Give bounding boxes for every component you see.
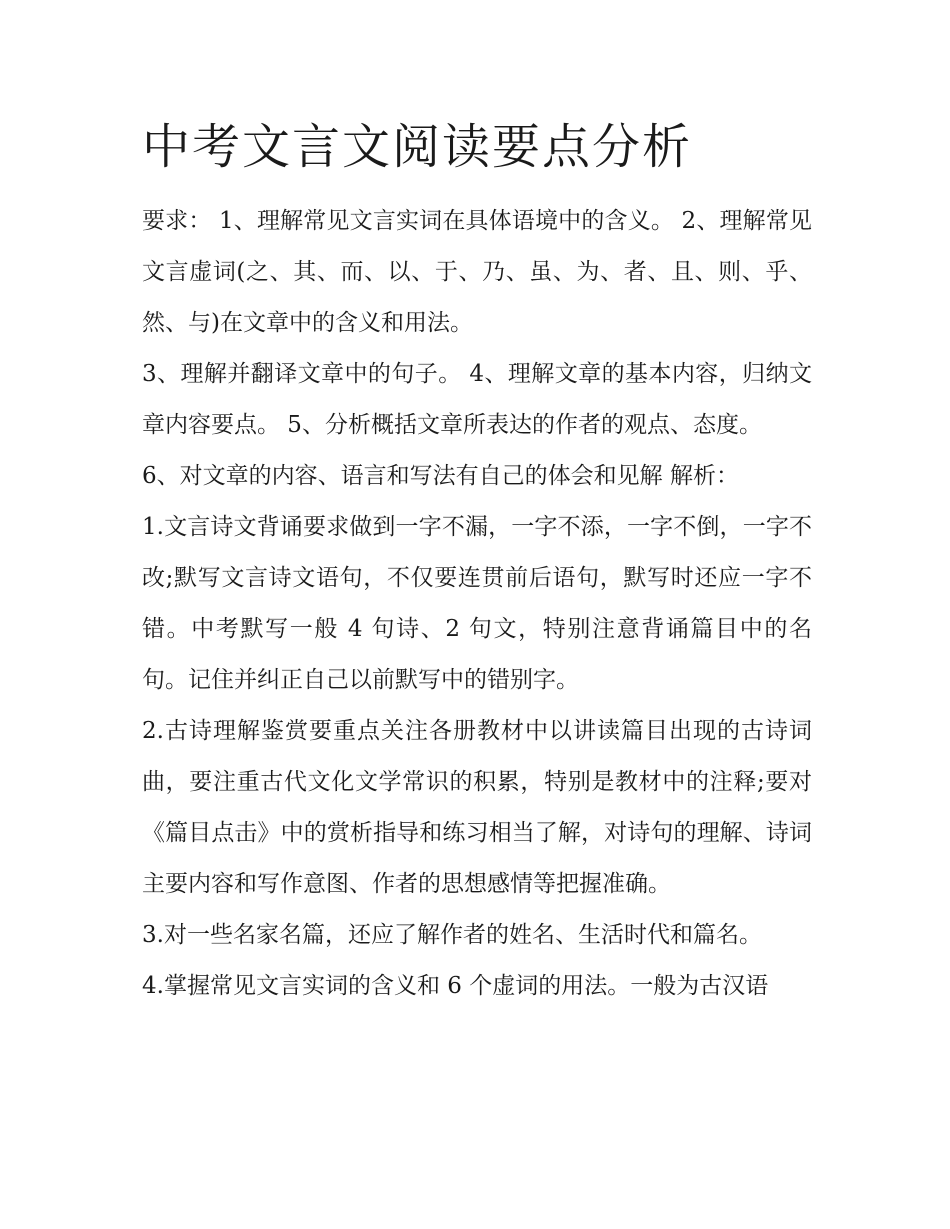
paragraph-analysis-4: 4.掌握常见文言实词的含义和 6 个虚词的用法。一般为古汉语	[142, 973, 769, 999]
paragraph-requirements-3: 6、对文章的内容、语言和写法有自己的体会和见解 解析：	[142, 463, 739, 489]
paragraph-analysis-1: 1.文言诗文背诵要求做到一字不漏，一字不添，一字不倒，一字不改;默写文言诗文语句，不仅要连贯前后语句，默写时还应一字不错。中考默写一般 4 句诗、2 句文，特别注意背诵篇目中的名句。记住并纠正自己以前默写中的错别字。	[142, 514, 812, 693]
paragraph-requirements-1: 要求： 1、理解常见文言实词在具体语境中的含义。 2、理解常见文言虚词(之、其、而、以、于、乃、虽、为、者、且、则、乎、然、与)在文章中的含义和用法。	[142, 208, 812, 336]
paragraph-requirements-2: 3、理解并翻译文章中的句子。 4、理解文章的基本内容，归纳文章内容要点。 5、分析概括文章所表达的作者的观点、态度。	[142, 361, 812, 438]
document-body	[142, 196, 812, 1012]
paragraph-analysis-3: 3.对一些名家名篇，还应了解作者的姓名、生活时代和篇名。	[142, 922, 762, 948]
paragraph-analysis-2: 2.古诗理解鉴赏要重点关注各册教材中以讲读篇目出现的古诗词曲，要注重古代文化文学常识的积累，特别是教材中的注释;要对《篇目点击》中的赏析指导和练习相当了解，对诗句的理解、诗词主要内容和写作意图、作者的思想感情等把握准确。	[142, 718, 812, 897]
document-title: 中考文言文阅读要点分析	[142, 119, 693, 175]
